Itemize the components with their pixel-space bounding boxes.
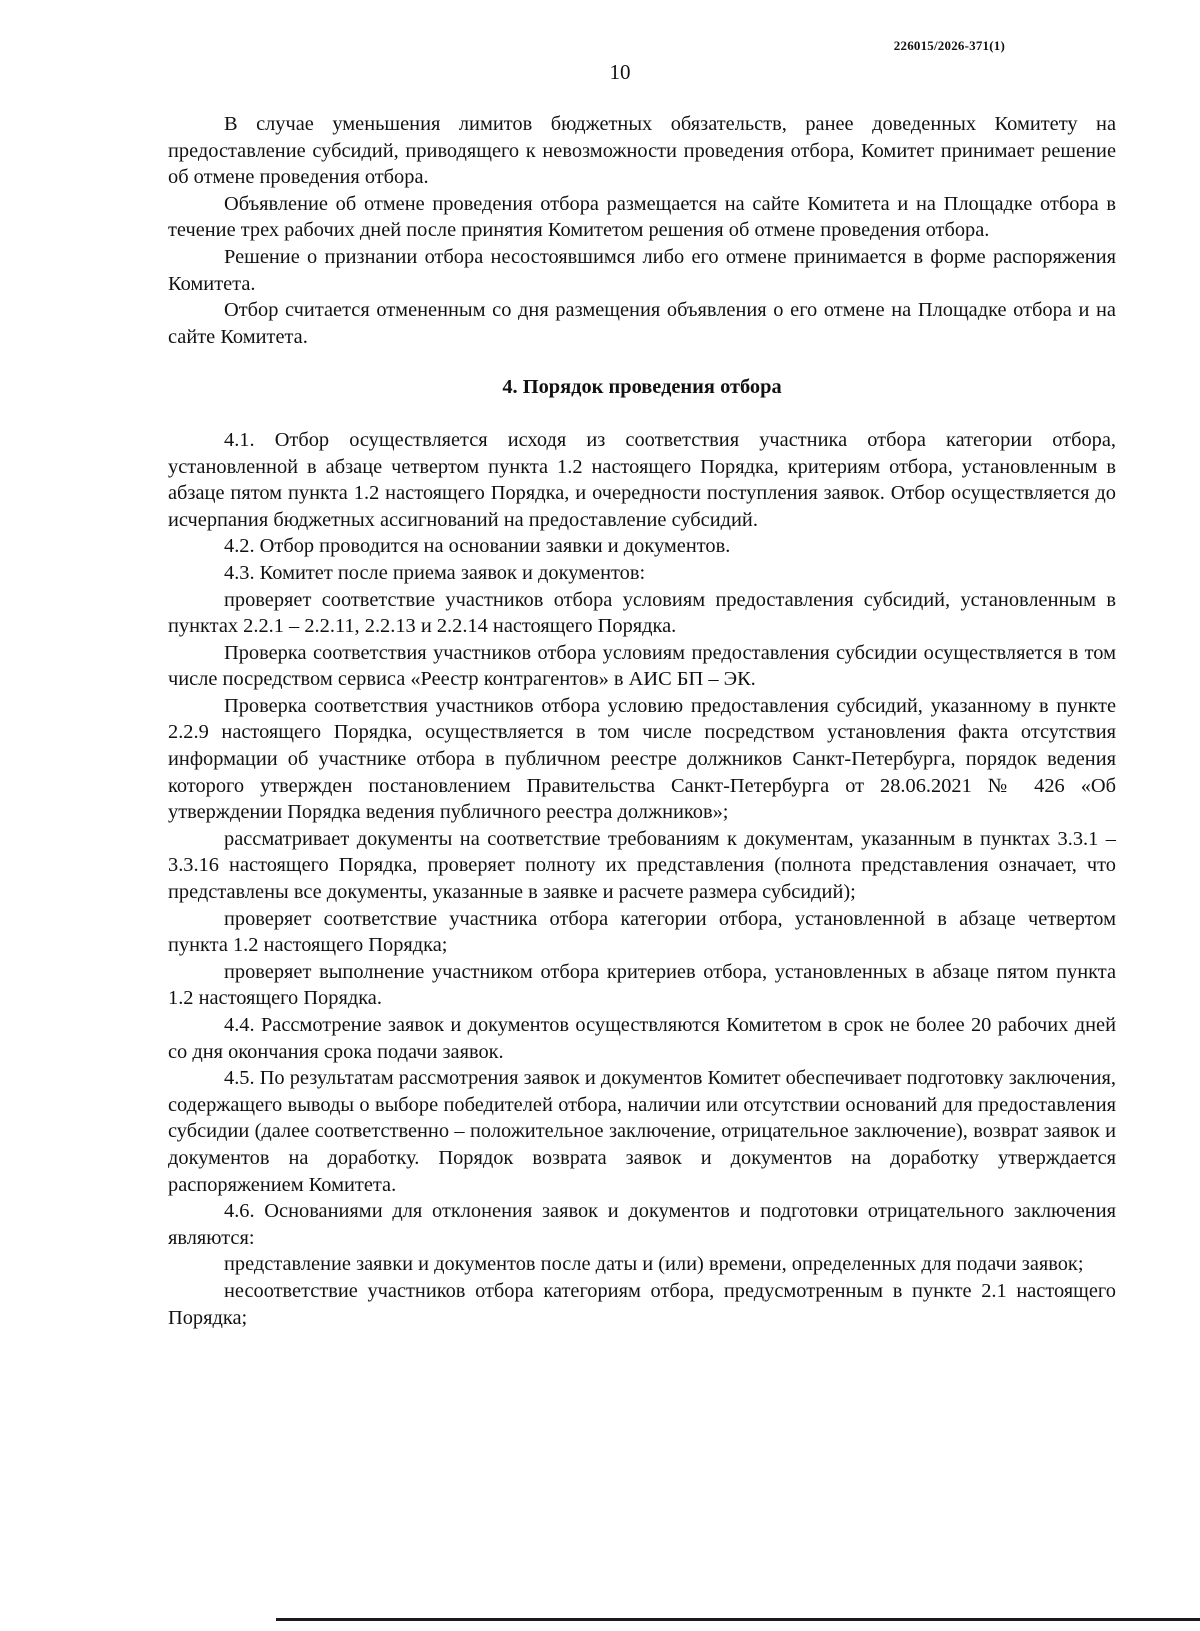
paragraph: 4.2. Отбор проводится на основании заявки и документов.: [224, 535, 731, 558]
document-body: [168, 111, 1116, 1331]
paragraph: несоответствие участников отбора категориям отбора, предусмотренным в пункте 2.1 настоящего Порядка;: [168, 1279, 1116, 1329]
paragraph: проверяет соответствие участников отбора условиям предоставления субсидий, установленным в пунктах 2.2.1 – 2.2.11, 2.2.13 и 2.2.14 настоящего Порядка.: [168, 588, 1116, 638]
document-id: 226015/2026-371(1): [893, 38, 1005, 53]
paragraph: проверяет выполнение участником отбора критериев отбора, установленных в абзаце пятом пункта 1.2 настоящего Порядка.: [168, 960, 1116, 1010]
paragraph: Отбор считается отмененным со дня размещения объявления о его отмене на Площадке отбора и на сайте Комитета.: [168, 299, 1116, 348]
paragraph: проверяет соответствие участника отбора категории отбора, установленной в абзаце четвертом пункта 1.2 настоящего Порядка;: [168, 907, 1116, 957]
paragraph: В случае уменьшения лимитов бюджетных обязательств, ранее доведенных Комитету на предоставление субсидий, приводящего к невозможности проведения отбора, Комитет принимает решение об отмене проведения отбора.: [168, 113, 1116, 189]
paragraph: 4.3. Комитет после приема заявок и документов:: [224, 561, 646, 584]
paragraph: Проверка соответствия участников отбора условиям предоставления субсидии осуществляется в том числе посредством сервиса «Реестр контрагентов» в АИС БП – ЭК.: [168, 641, 1116, 691]
paragraph: 4.5. По результатам рассмотрения заявок и документов Комитет обеспечивает подготовку заключения, содержащего выводы о выборе победителей отбора, наличии или отсутствии оснований для предоставления субсидии (далее соответственно – положительное заключение, отрицательное заключение), возврат заявок и документов на доработку. Порядок возврата заявок и документов на доработку утверждается распоряжением Комитета.: [168, 1067, 1116, 1196]
paragraph: 4.1. Отбор осуществляется исходя из соответствия участника отбора категории отбора, установленной в абзаце четвертом пункта 1.2 настоящего Порядка, критериям отбора, установленным в абзаце пятом пункта 1.2 настоящего Порядка, и очередности поступления заявок. Отбор осуществляется до исчерпания бюджетных ассигнований на предоставление субсидий.: [168, 428, 1116, 531]
paragraph: Проверка соответствия участников отбора условию предоставления субсидий, указанному в пункте 2.2.9 настоящего Порядка, осуществляется в том числе посредством установления факта отсутствия информации об участнике отбора в публичном реестре должников Санкт-Петербурга, порядок ведения которого утвержден постановлением Правительства Санкт-Петербурга от 28.06.2021 № 426 «Об утверждении Порядка ведения публичного реестра должников»;: [168, 694, 1116, 824]
paragraph: Объявление об отмене проведения отбора размещается на сайте Комитета и на Площадке отбора в течение трех рабочих дней после принятия Комитетом решения об отмене проведения отбора.: [168, 192, 1116, 242]
paragraph: представление заявки и документов после даты и (или) времени, определенных для подачи заявок;: [224, 1253, 1084, 1276]
paragraph: рассматривает документы на соответствие требованиям к документам, указанным в пунктах 3.3.1 – 3.3.16 настоящего Порядка, проверяет полноту их представления (полнота представления означает, что представлены все документы, указанные в заявке и расчете размера субсидий);: [168, 827, 1116, 904]
paragraph: 4.6. Основаниями для отклонения заявок и документов и подготовки отрицательного заключения являются:: [168, 1200, 1116, 1249]
section-heading: 4. Порядок проведения отбора: [502, 376, 782, 399]
paragraph: Решение о признании отбора несостоявшимся либо его отмене принимается в форме распоряжения Комитета.: [168, 245, 1116, 295]
page-number: 10: [609, 60, 631, 84]
scan-edge-line: [276, 1618, 1200, 1621]
paragraph: 4.4. Рассмотрение заявок и документов осуществляются Комитетом в срок не более 20 рабочих дней со дня окончания срока подачи заявок.: [168, 1014, 1116, 1063]
